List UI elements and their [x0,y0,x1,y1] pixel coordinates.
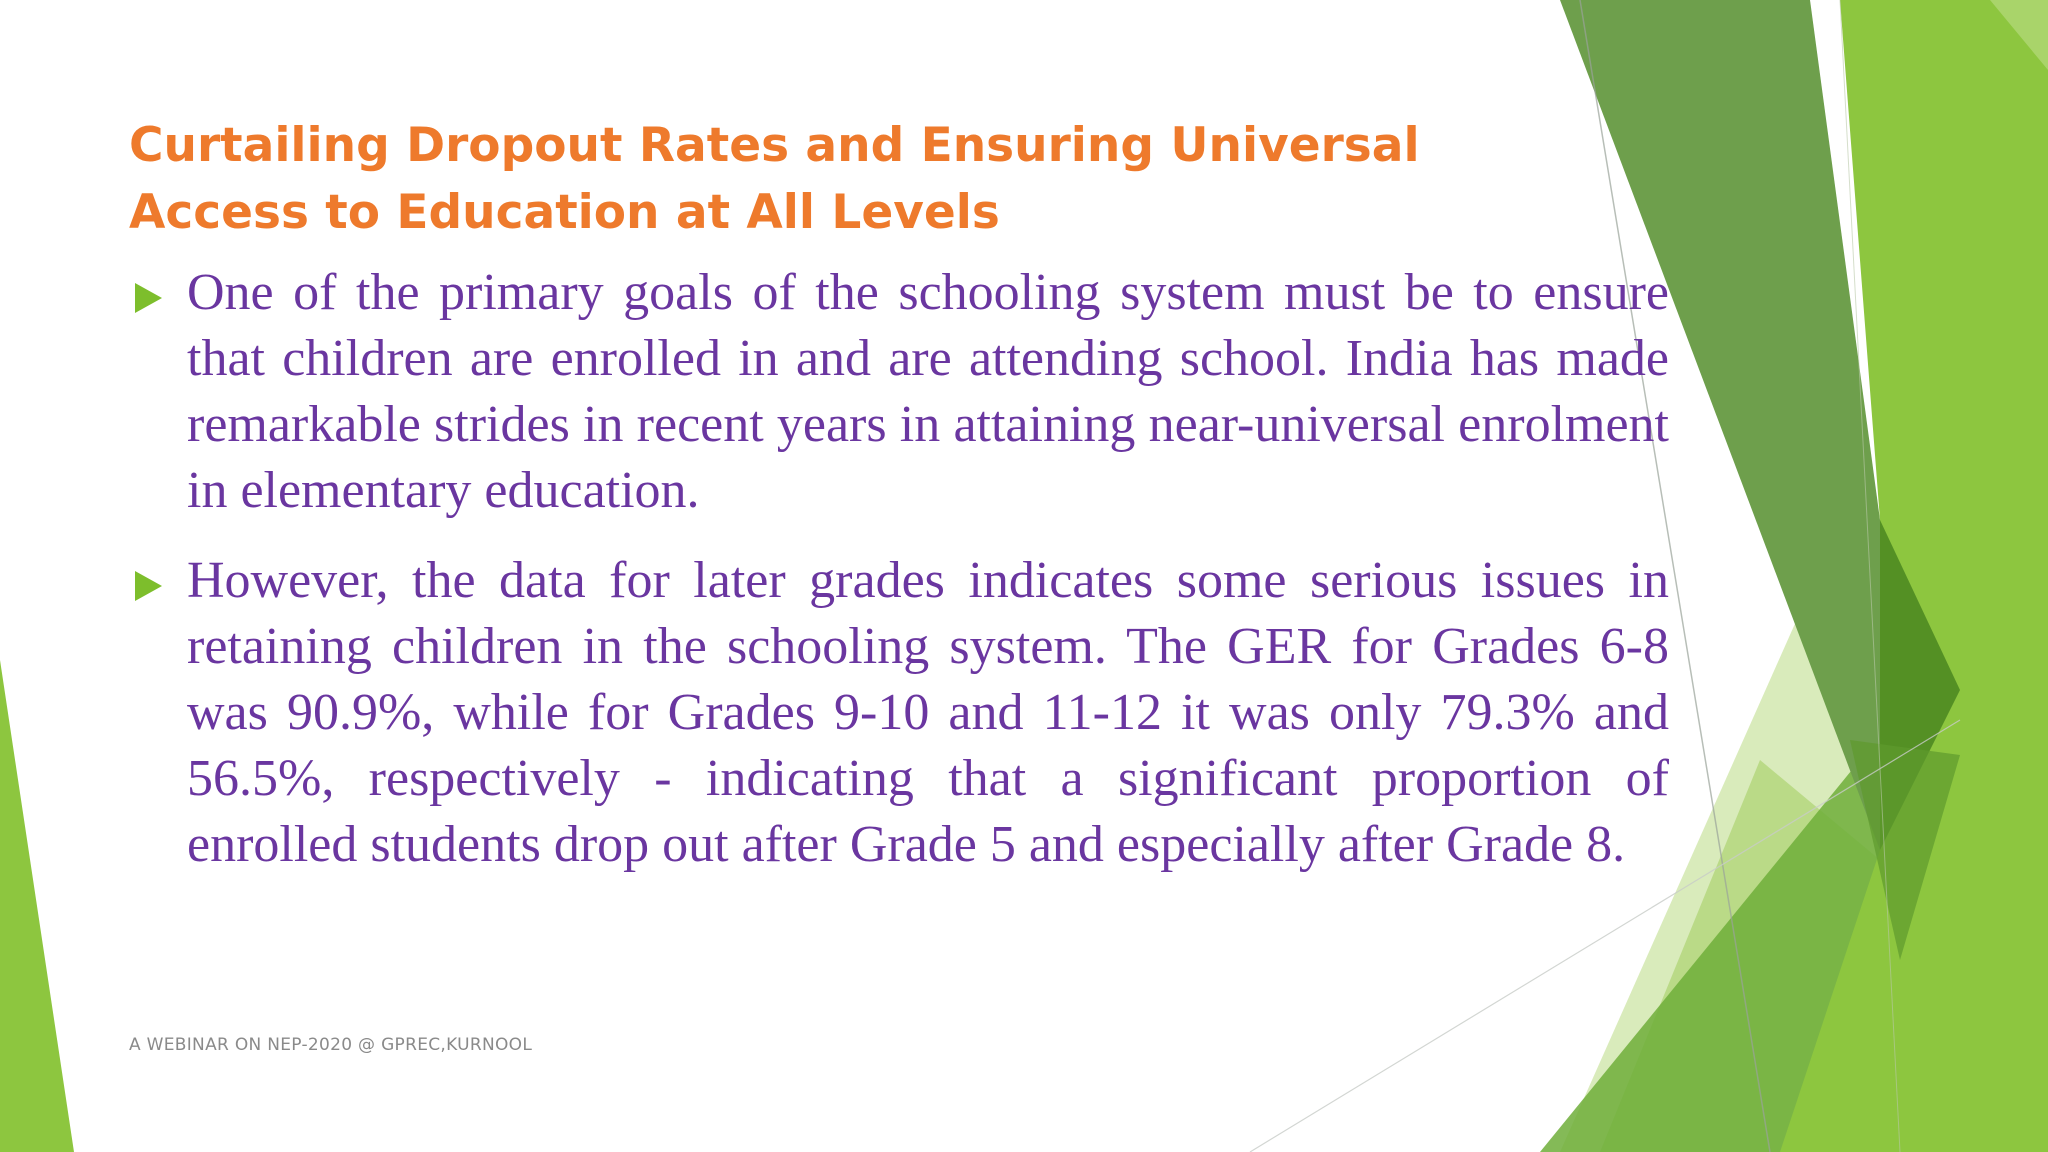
bullet-text: However, the data for later grades indicates some serious issues in retaining children in the schooling system. The GER for Grades 6-8 was 90.9%, while for Grades 9-10 and 11-12 it was only 79.3% and 56.5%, respectively - indicating that a significant proportion of enrolled students drop out after Grade 5 and especially after Grade 8. [187,552,1669,873]
left-green-shape [0,660,74,1152]
triangle-right-icon [135,571,162,601]
slide-footer: A WEBINAR ON NEP-2020 @ GPREC,KURNOOL [129,1035,533,1055]
triangle-right-icon [135,283,162,313]
bullet-item [129,548,1669,878]
bullet-text: One of the primary goals of the schooling system must be to ensure that children are enrolled in and are attending school. India has made remarkable strides in recent years in attaining near-universal enrolment in elementary education. [187,264,1669,519]
slide-title: Curtailing Dropout Rates and Ensuring Universal Access to Education at All Levels [129,118,1420,240]
bullet-item [129,260,1669,524]
bullet-list [129,260,1669,902]
